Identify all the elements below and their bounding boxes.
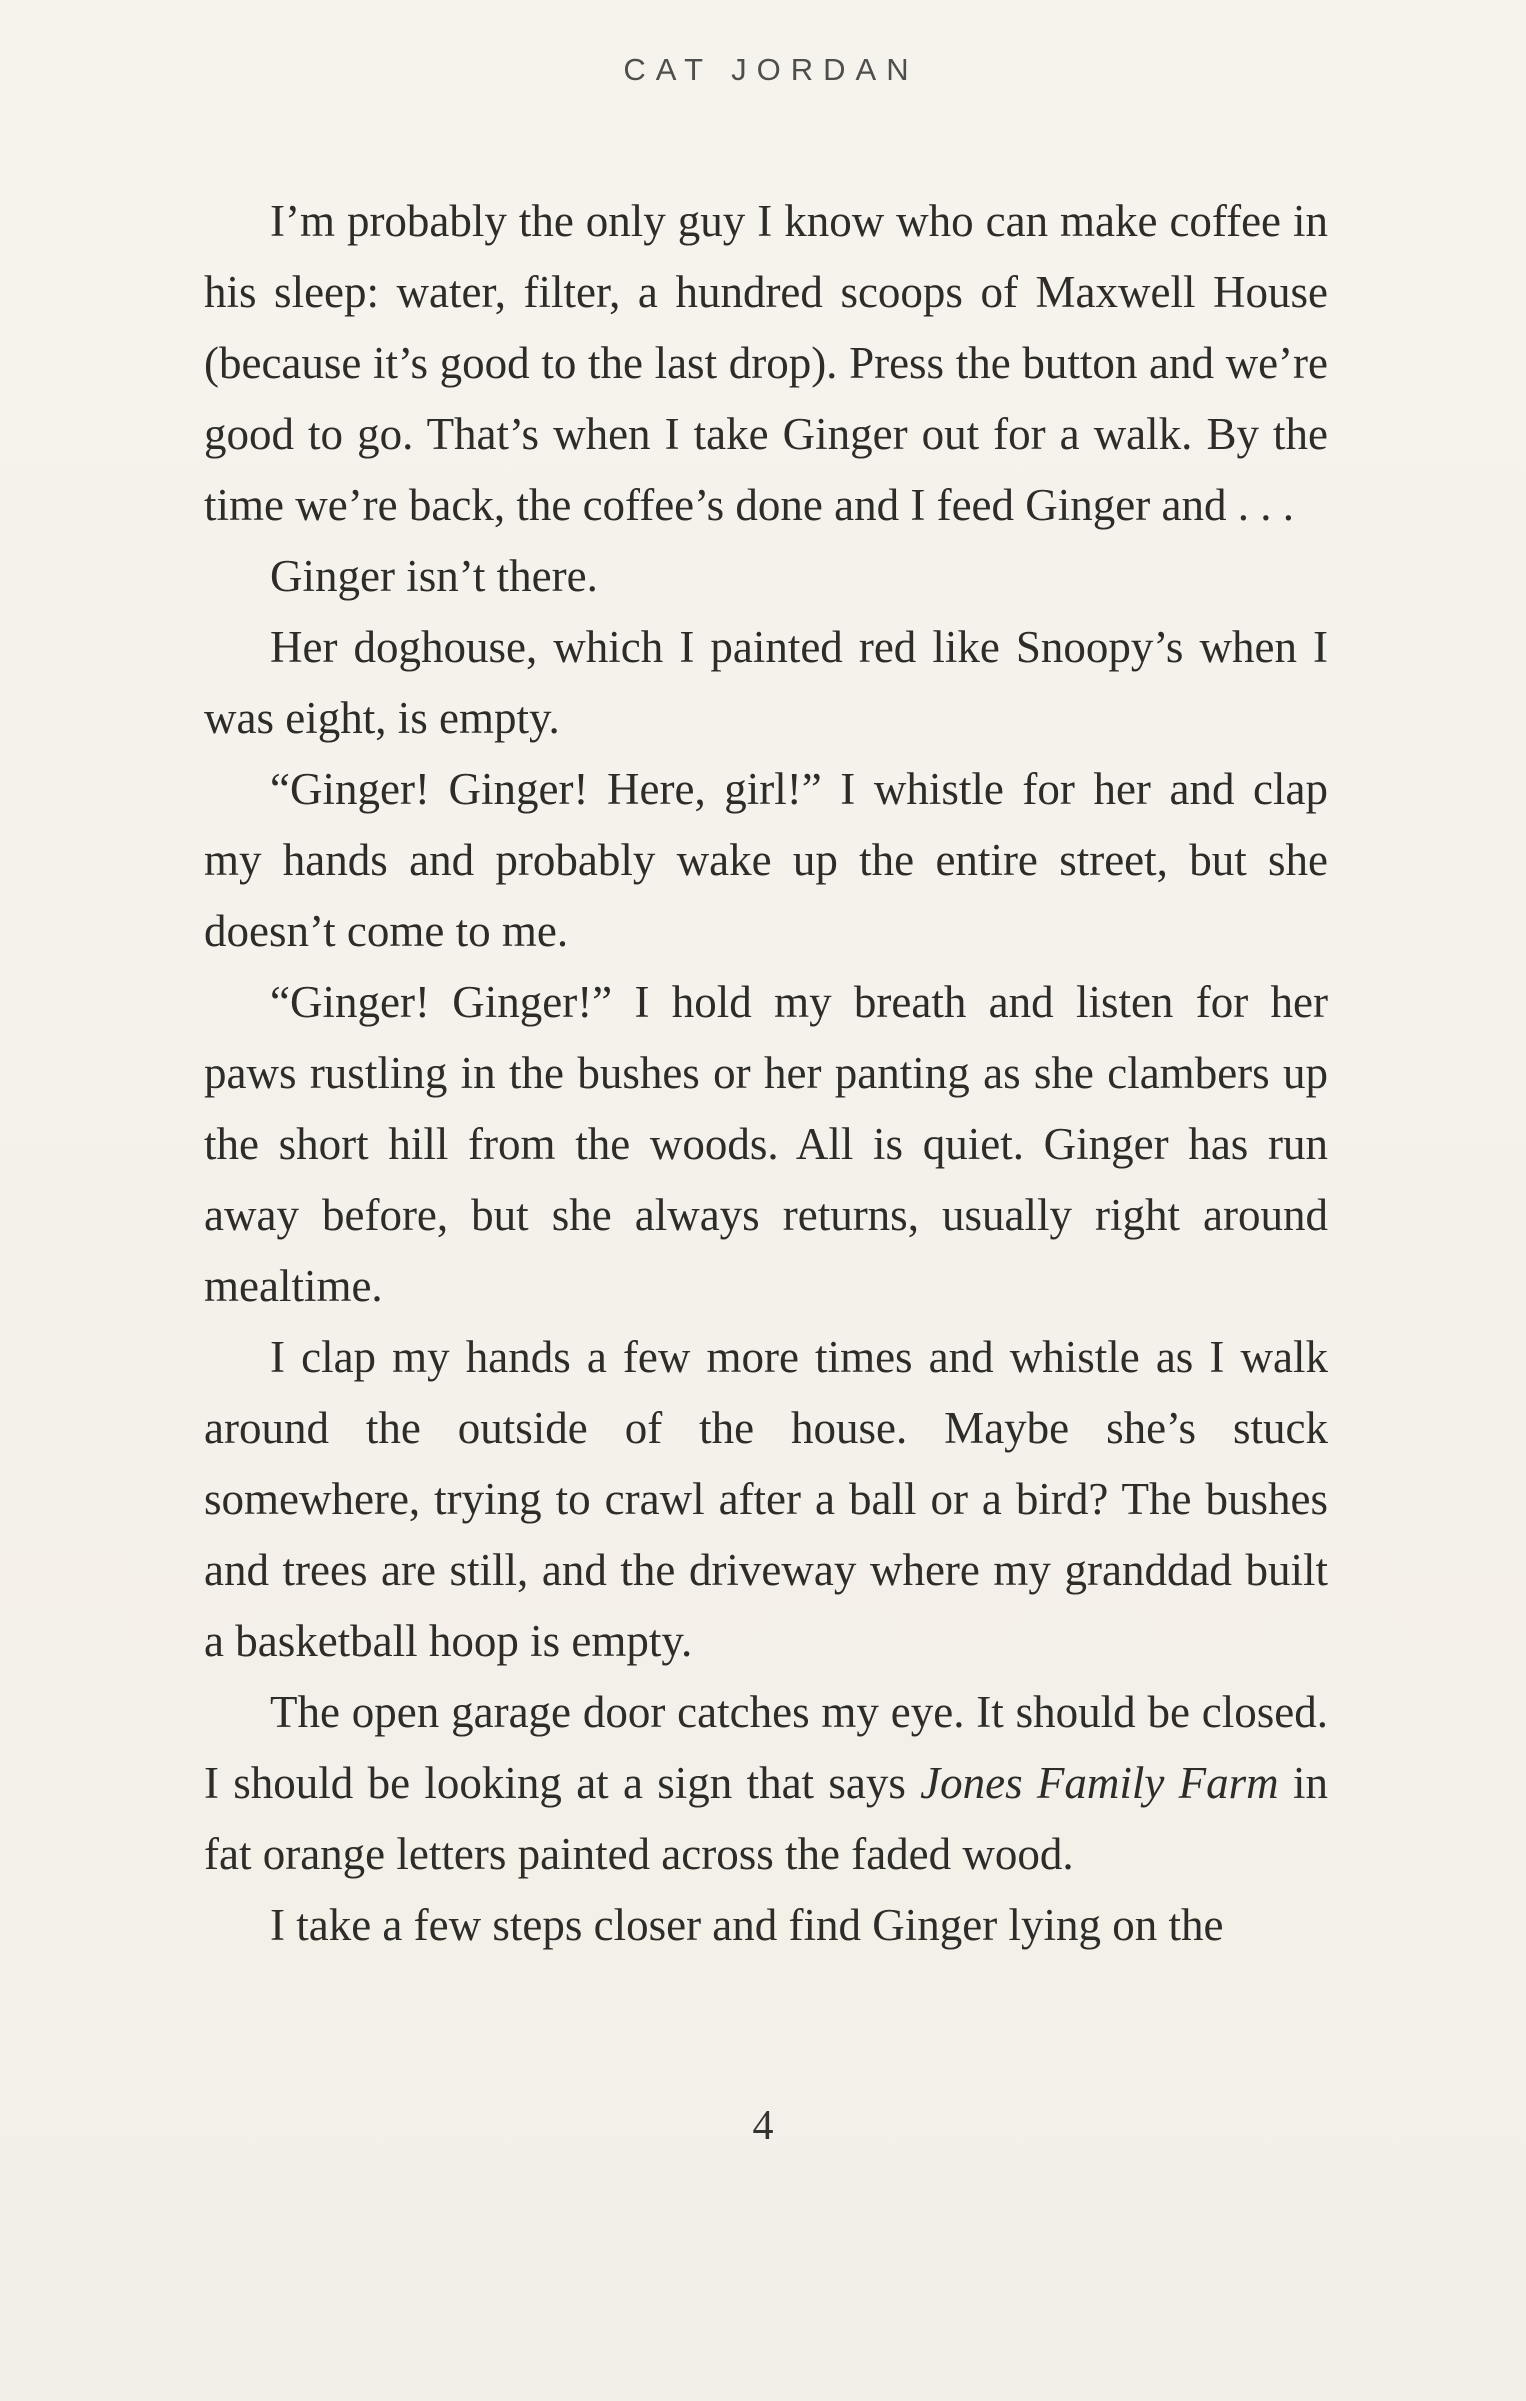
paragraph-text: Ginger isn’t there. — [270, 551, 598, 601]
paragraph — [204, 1677, 1328, 1890]
paragraph — [204, 754, 1328, 967]
paragraph-text: I take a few steps closer and find Ginger lying on the — [270, 1900, 1224, 1950]
paragraph — [204, 967, 1328, 1322]
paragraph-text: “Ginger! Ginger!” I hold my breath and listen for her paws rustling in the bushes or her panting as she clambers up the short hill from the woods. All is quiet. Ginger has run away before, but she always returns, usually right around mealtime. — [204, 977, 1328, 1311]
body-text — [204, 186, 1328, 1961]
page-number: 4 — [752, 2103, 774, 2149]
running-header: CAT JORDAN — [623, 52, 919, 87]
paragraph-text: The open garage door catches my eye. It should be closed. I should be looking at a sign that says — [204, 1687, 1328, 1808]
paragraph — [204, 541, 1328, 612]
paragraph — [204, 1890, 1328, 1961]
paragraph-text: Her doghouse, which I painted red like Snoopy’s when I was eight, is empty. — [204, 622, 1328, 743]
paragraph-text: in fat orange letters painted across the faded wood. — [204, 1758, 1328, 1879]
paragraph-text: “Ginger! Ginger! Here, girl!” I whistle for her and clap my hands and probably wake up the entire street, but she doesn’t come to me. — [204, 764, 1328, 956]
paragraph — [204, 1322, 1328, 1677]
paragraph-text-italic: Jones Family Farm — [920, 1758, 1279, 1808]
paragraph — [204, 186, 1328, 541]
paragraph-text: I clap my hands a few more times and whistle as I walk around the outside of the house. Maybe she’s stuck somewhere, trying to crawl after a ball or a bird? The bushes and trees are still, and the driveway where my granddad built a basketball hoop is empty. — [204, 1332, 1328, 1666]
paragraph-text: I’m probably the only guy I know who can make coffee in his sleep: water, filter, a hundred scoops of Maxwell House (because it’s good to the last drop). Press the button and we’re good to go. That’s when I take Ginger out for a walk. By the time we’re back, the coffee’s done and I feed Ginger and . . . — [204, 196, 1328, 530]
paragraph — [204, 612, 1328, 754]
